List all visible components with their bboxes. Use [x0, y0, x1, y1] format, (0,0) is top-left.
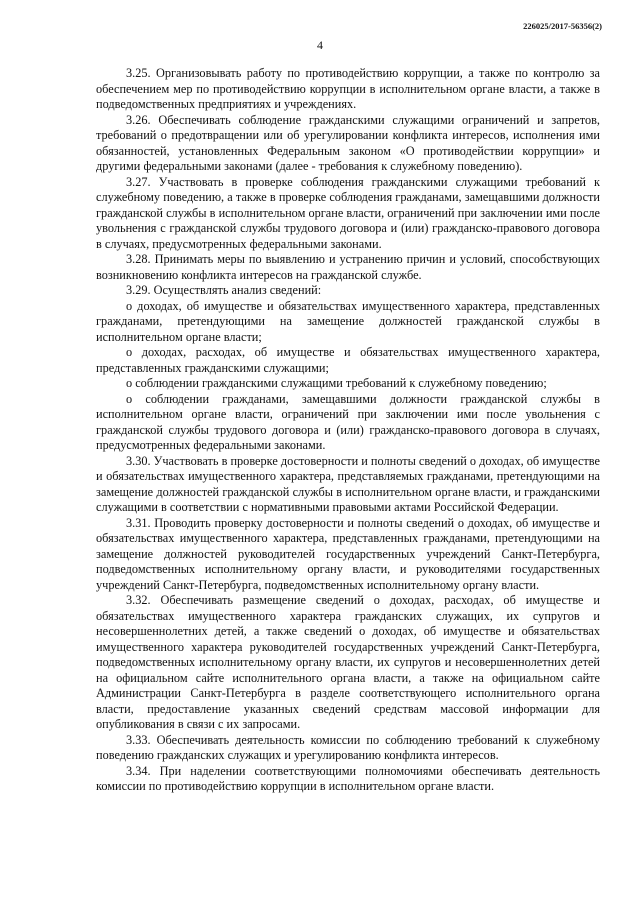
- paragraph-3-30: 3.30. Участвовать в проверке достоверности и полноты сведений о доходах, об имуществе и обязательствах имущественного характера, представляемых гражданами, претендующими на замещение должностей гражданской службы в исполнительном органе власти, и гражданскими служащими в соответствии с нормативными правовыми актами Российской Федерации.: [96, 453, 600, 514]
- document-registration-number: 226025/2017-56356(2): [523, 21, 602, 31]
- paragraph-3-29-item-3: о соблюдении гражданскими служащими требований к служебному поведению;: [126, 376, 547, 390]
- paragraph-3-34: 3.34. При наделении соответствующими полномочиями обеспечивать деятельность комиссии по противодействию коррупции в исполнительном органе власти.: [96, 763, 600, 793]
- page-number: 4: [317, 38, 323, 52]
- paragraph-3-28: 3.28. Принимать меры по выявлению и устранению причин и условий, способствующих возникновению конфликта интересов на гражданской службе.: [96, 252, 600, 282]
- paragraph-3-29: 3.29. Осуществлять анализ сведений:: [126, 283, 322, 297]
- paragraph-3-29-item-4: о соблюдении гражданами, замещавшими должности гражданской службы в исполнительном органе власти, ограничений при заключении ими после увольнения с гражданской службы трудового договора и (или) гражданско-правового договора в случаях, предусмотренных федеральными законами.: [96, 391, 600, 452]
- document-body: [96, 66, 600, 795]
- paragraph-3-33: 3.33. Обеспечивать деятельность комиссии по соблюдению требований к служебному поведению гражданских служащих и урегулированию конфликта интересов.: [96, 732, 600, 762]
- paragraph-3-26: 3.26. Обеспечивать соблюдение гражданскими служащими ограничений и запретов, требований о предотвращении или об урегулировании конфликта интересов, исполнения ими обязанностей, установленных Федеральным законом «О противодействии коррупции» и другими федеральными законами (далее - требования к служебному поведению).: [96, 112, 600, 173]
- paragraph-3-29-item-2: о доходах, расходах, об имуществе и обязательствах имущественного характера, представленных гражданскими служащими;: [96, 345, 600, 375]
- paragraph-3-27: 3.27. Участвовать в проверке соблюдения гражданскими служащими требований к служебному поведению, а также в проверке соблюдения гражданами, замещавшими должности гражданской службы в исполнительном органе власти, ограничений при заключении ими после увольнения с гражданской службы трудового договора и (или) гражданско-правового договора в случаях, предусмотренных федеральными законами.: [96, 174, 600, 251]
- paragraph-3-31: 3.31. Проводить проверку достоверности и полноты сведений о доходах, об имуществе и обязательствах имущественного характера, представленных гражданами, претендующими на замещение должностей руководителей государственных учреждений Санкт-Петербурга, подведомственных исполнительному органу власти, и руководителями государственных учреждений Санкт-Петербурга, подведомственных исполнительному органу власти.: [96, 515, 600, 592]
- paragraph-3-29-item-1: о доходах, об имуществе и обязательствах имущественного характера, представленных гражданами, претендующими на замещение должностей гражданской службы в исполнительном органе власти;: [96, 298, 600, 344]
- paragraph-3-32: 3.32. Обеспечивать размещение сведений о доходах, расходах, об имуществе и обязательствах имущественного характера гражданских служащих, их супругов и несовершеннолетних детей, а также сведений о доходах, об имуществе и обязательствах имущественного характера руководителей государственных учреждений Санкт-Петербурга, подведомственных исполнительному органу власти, их супругов и несовершеннолетних детей на официальном сайте исполнительного органа власти, а также на официальном сайте Администрации Санкт-Петербурга в разделе соответствующего исполнительного органа власти, предоставление указанных сведений средствам массовой информации для опубликования в связи с их запросами.: [96, 593, 600, 731]
- paragraph-3-25: 3.25. Организовывать работу по противодействию коррупции, а также по контролю за обеспечением мер по противодействию коррупции в исполнительном органе власти, а также в подведомственных предприятиях и учреждениях.: [96, 66, 600, 111]
